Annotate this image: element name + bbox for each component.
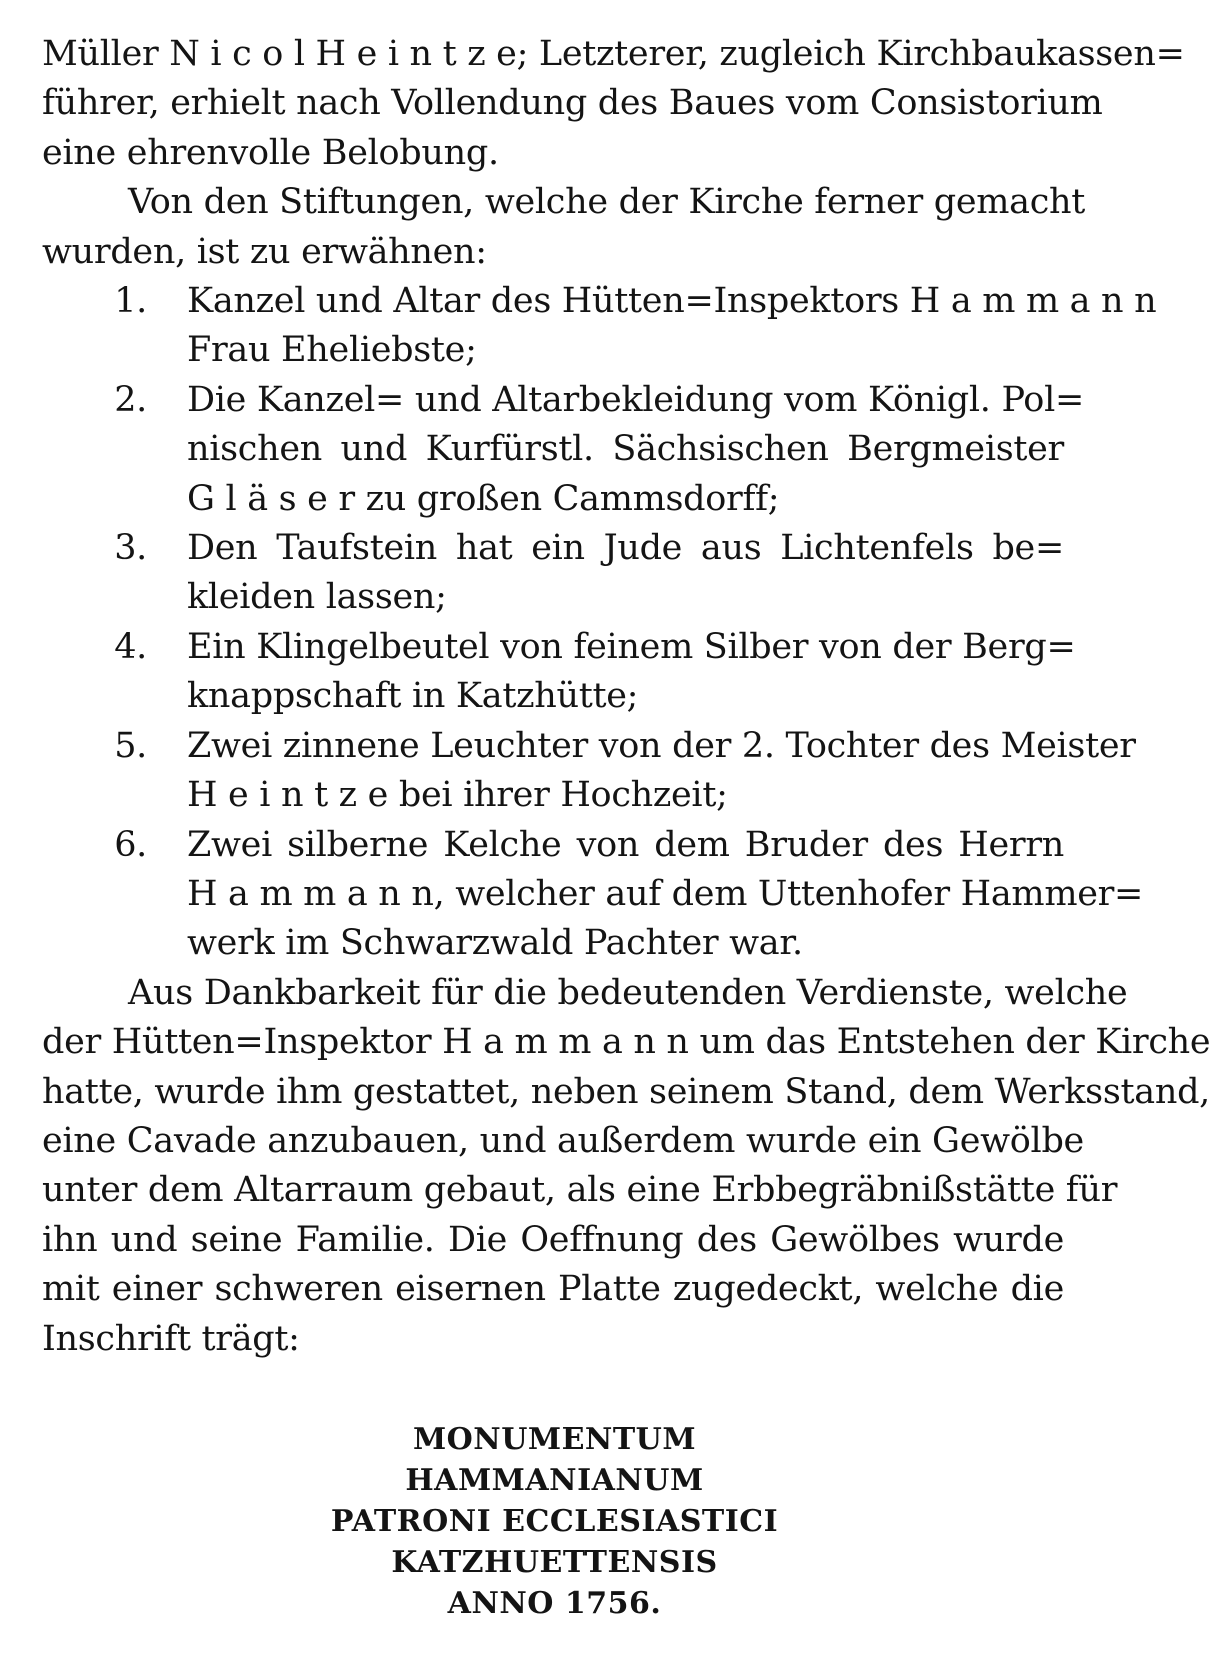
text-line: eine ehrenvolle Belobung. [42, 132, 499, 173]
donations-intro-paragraph [42, 178, 1086, 277]
list-item-number: 3. [114, 528, 147, 569]
text-line: Aus Dankbarkeit für die bedeutenden Verdienste, welche [128, 972, 1128, 1013]
text-line: eine Cavade anzubauen, und außerdem wurde ein Gewölbe [42, 1120, 1084, 1161]
text-line: Zwei silberne Kelche von dem Bruder des Herrn [187, 824, 1064, 865]
inscription-line: KATZHUETTENSIS [391, 1545, 718, 1580]
inscription-line: PATRONI ECCLESIASTICI [330, 1504, 779, 1539]
list-item-number: 4. [114, 626, 147, 667]
text-line: Kanzel und Altar des Hütten=Inspektors H a m m a n n [187, 281, 1157, 322]
text-line: führer, erhielt nach Vollendung des Baues vom Consistorium [42, 83, 1103, 124]
opening-paragraph [42, 30, 1185, 178]
inscription-line: ANNO 1756. [447, 1586, 662, 1621]
text-line: Inschrift trägt: [42, 1318, 300, 1359]
text-line: der Hütten=Inspektor H a m m a n n um das Entstehen der Kirche [42, 1022, 1210, 1063]
list-item [42, 821, 1144, 969]
text-line: unter dem Altarraum gebaut, als eine Erbbegräbnißstätte für [42, 1170, 1118, 1211]
text-line: Den Taufstein hat ein Jude aus Lichtenfels be= [187, 528, 1064, 569]
donations-list [42, 277, 1157, 969]
text-line: kleiden lassen; [187, 577, 447, 618]
inscription-line: MONUMENTUM [412, 1422, 697, 1457]
list-item [42, 623, 1076, 722]
text-line: mit einer schweren eisernen Platte zugedeckt, welche die [42, 1269, 1064, 1310]
inscription-line: HAMMANIANUM [405, 1463, 704, 1498]
text-line: Ein Klingelbeutel von feinem Silber von der Berg= [187, 626, 1076, 667]
text-line: G l ä s e r zu großen Cammsdorff; [187, 478, 780, 519]
list-item-number: 1. [114, 281, 147, 322]
text-line: H e i n t z e bei ihrer Hochzeit; [187, 775, 728, 816]
list-item [42, 376, 1084, 524]
text-line: H a m m a n n, welcher auf dem Uttenhofer Hammer= [187, 873, 1144, 914]
text-line: ihn und seine Familie. Die Oeffnung des Gewölbes wurde [42, 1219, 1064, 1260]
text-line: wurden, ist zu erwähnen: [42, 231, 487, 272]
text-line: hatte, wurde ihm gestattet, neben seinem Stand, dem Werksstand, [42, 1071, 1210, 1112]
text-line: Zwei zinnene Leuchter von der 2. Tochter des Meister [187, 725, 1136, 766]
list-item [42, 722, 1136, 821]
text-line: Die Kanzel= und Altarbekleidung vom Königl. Pol= [187, 379, 1084, 420]
text-line: knappschaft in Katzhütte; [187, 676, 639, 717]
list-item-number: 2. [114, 379, 147, 420]
document-page [42, 30, 1210, 1364]
list-item-number: 5. [114, 725, 147, 766]
text-line: Von den Stiftungen, welche der Kirche ferner gemacht [128, 182, 1086, 223]
text-line: Müller N i c o l H e i n t z e; Letzterer, zugleich Kirchbaukassen= [42, 34, 1185, 74]
text-line: Frau Eheliebste; [187, 330, 477, 371]
text-line: nischen und Kurfürstl. Sächsischen Bergmeister [187, 429, 1064, 470]
text-line: werk im Schwarzwald Pachter war. [187, 923, 803, 964]
list-item-number: 6. [114, 824, 147, 865]
list-item [42, 277, 1157, 376]
gratitude-paragraph [42, 969, 1210, 1364]
list-item [42, 524, 1064, 623]
latin-inscription [0, 1419, 1109, 1624]
